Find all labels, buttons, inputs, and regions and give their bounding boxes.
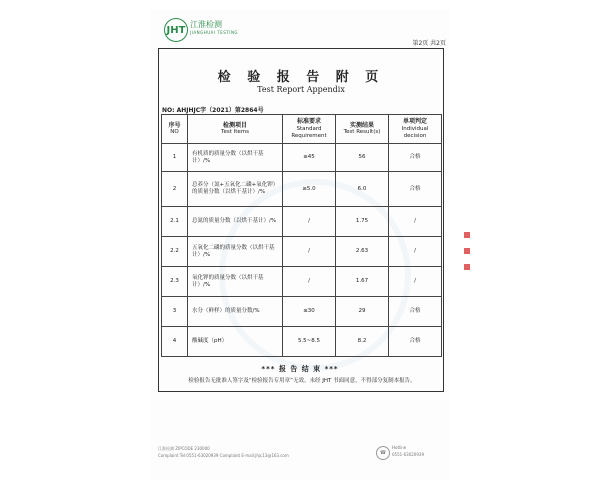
- cell-item: 总养分（氮+五氧化二磷+氧化钾）的质量分数（以烘干基计）/%: [188, 172, 283, 207]
- company-logo: [164, 18, 239, 40]
- cell-no: 4: [162, 327, 188, 357]
- header-items: 检测项目 Test Items: [188, 115, 283, 144]
- table-row: [162, 144, 442, 172]
- cell-item: 水分（鲜样）的质量分数/%: [188, 297, 283, 327]
- cell-item: 酸碱度（pH）: [188, 327, 283, 357]
- cell-no: 1: [162, 144, 188, 172]
- cell-no: 2.2: [162, 237, 188, 267]
- report-frame: [158, 48, 444, 392]
- report-page: [150, 10, 450, 480]
- report-number: NO: AHJHJC字（2021）第2864号: [162, 107, 264, 114]
- cell-requirement: /: [283, 237, 336, 267]
- table-header-row: [162, 115, 442, 144]
- header-result: 实测结果 Test Result(s): [336, 115, 389, 144]
- cell-decision: 合格: [389, 327, 442, 357]
- report-end-marker: *** 报 告 结 束 ***: [261, 365, 339, 373]
- cell-requirement: ≥5.0: [283, 172, 336, 207]
- table-row: [162, 267, 442, 297]
- cell-decision: 合格: [389, 144, 442, 172]
- hotline-number: 0551-63020939: [392, 452, 424, 457]
- table-row: [162, 237, 442, 267]
- logo-name: 江淮检测: [190, 20, 222, 29]
- cell-no: 2: [162, 172, 188, 207]
- cell-result: 1.67: [336, 267, 389, 297]
- header-decision: 单项判定 Individual decision: [389, 115, 442, 144]
- phone-icon: ☎: [376, 446, 390, 460]
- page-subtitle: Test Report Appendix: [257, 85, 345, 94]
- cell-no: 3: [162, 297, 188, 327]
- logo-mark: JHT: [164, 18, 188, 42]
- cell-item: 五氧化二磷的质量分数（以烘干基计）/%: [188, 237, 283, 267]
- cell-result: 56: [336, 144, 389, 172]
- header-no: 序号 NO: [162, 115, 188, 144]
- header-requirement: 标准要求 Standard Requirement: [283, 115, 336, 144]
- cell-decision: /: [389, 267, 442, 297]
- cell-item: 氧化钾的质量分数（以烘干基计）/%: [188, 267, 283, 297]
- seal-stamp-edge: [464, 232, 472, 292]
- cell-result: 6.0: [336, 172, 389, 207]
- cell-item: 有机质的质量分数（以烘干基计）/%: [188, 144, 283, 172]
- cell-result: 2.63: [336, 237, 389, 267]
- page-number: 第2页 共2页: [412, 40, 446, 47]
- cell-decision: /: [389, 237, 442, 267]
- cell-requirement: ≥45: [283, 144, 336, 172]
- table-row: [162, 327, 442, 357]
- cell-decision: 合格: [389, 297, 442, 327]
- results-table: [161, 114, 442, 357]
- cell-decision: 合格: [389, 172, 442, 207]
- cell-item: 总氮的质量分数（以烘干基计）/%: [188, 207, 283, 237]
- cell-requirement: ≤30: [283, 297, 336, 327]
- cell-result: 1.75: [336, 207, 389, 237]
- hotline-label: Hotline: [392, 445, 407, 450]
- validity-note: 检验报告无批准人签字及“检验报告专用章”无效。未经 JHT 书面同意，不得部分复制本报告。: [188, 378, 416, 384]
- logo-subtitle: JIANGHUAI TESTING: [190, 30, 239, 35]
- table-row: [162, 297, 442, 327]
- cell-result: 8.2: [336, 327, 389, 357]
- footer-address: 江淮检测 ZIPCODE 230000: [158, 446, 210, 451]
- cell-requirement: /: [283, 267, 336, 297]
- footer-complaint: Complaint Tel:0551-63020939 Complaint E-mail:jhjc13@163.com: [158, 453, 289, 458]
- cell-decision: /: [389, 207, 442, 237]
- cell-result: 29: [336, 297, 389, 327]
- cell-no: 2.1: [162, 207, 188, 237]
- table-row: [162, 207, 442, 237]
- cell-requirement: /: [283, 207, 336, 237]
- cell-requirement: 5.5~8.5: [283, 327, 336, 357]
- page-title: 检 验 报 告 附 页: [217, 70, 385, 85]
- cell-no: 2.3: [162, 267, 188, 297]
- table-row: [162, 172, 442, 207]
- page-footer: [158, 444, 442, 474]
